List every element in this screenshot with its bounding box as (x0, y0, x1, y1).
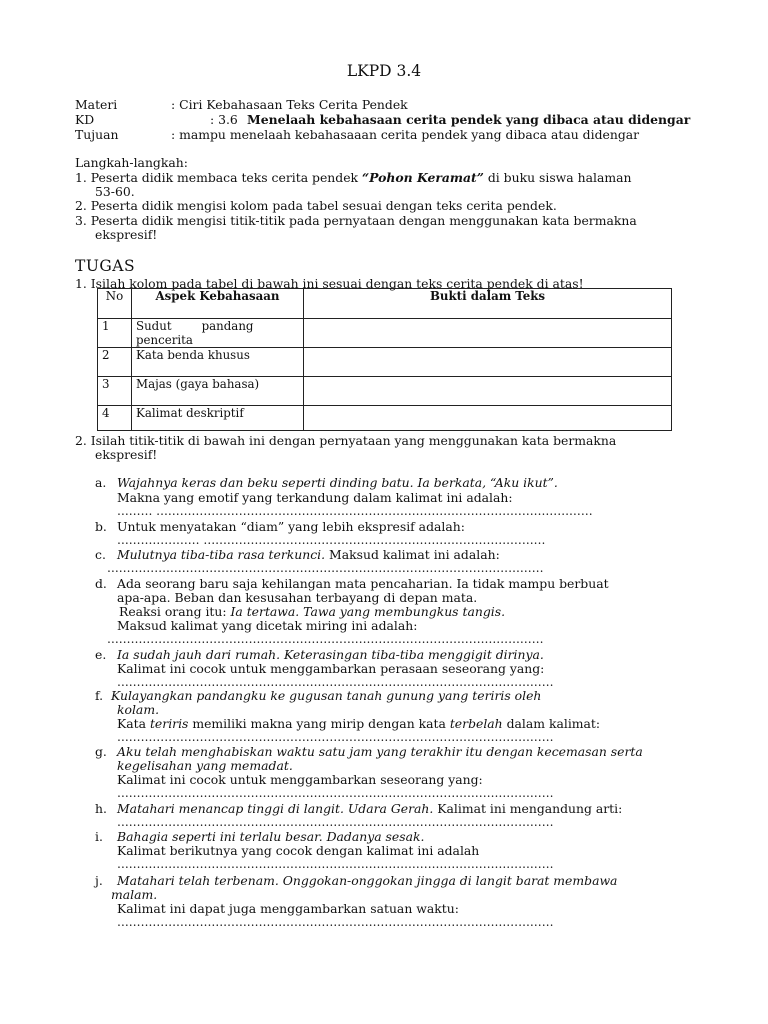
item-b-answer[interactable]: ………………… …………………………………………………………………………… (117, 533, 546, 547)
item-f-line3 (117, 716, 600, 731)
item-e-answer[interactable]: ………………………………………………………………………………………………… (117, 675, 554, 689)
item-a-answer[interactable]: ……… ………………………………………………………………………………………………… (117, 504, 593, 518)
item-f-answer[interactable]: ………………………………………………………………………………………………… (117, 730, 554, 744)
step-2: 2. Peserta didik mengisi kolom pada tabel sesuai dengan teks cerita pendek. (75, 198, 557, 213)
item-e-label: e. (95, 647, 107, 662)
item-f-line3-mid: memiliki makna yang mirip dengan kata (188, 716, 450, 731)
item-d-answer[interactable]: ………………………………………………………………………………………………… (107, 632, 544, 646)
aspek-table (97, 288, 672, 431)
table-row (98, 406, 672, 431)
step-1-cont: 53-60. (95, 184, 135, 199)
tugas-heading: TUGAS (75, 257, 136, 275)
item-c-post: Maksud kalimat ini adalah: (325, 547, 500, 562)
item-j-answer[interactable]: ………………………………………………………………………………………………… (117, 915, 554, 929)
item-j-line3: Kalimat ini dapat juga menggambarkan satuan waktu: (117, 901, 459, 916)
item-a-line2: Makna yang emotif yang terkandung dalam kalimat ini adalah: (117, 490, 513, 505)
item-i-answer[interactable]: ………………………………………………………………………………………………… (117, 857, 554, 871)
item-h-post: Kalimat ini mengandung arti: (433, 801, 623, 816)
table-row (98, 348, 672, 377)
row-aspek: Kalimat deskriptif (132, 406, 304, 431)
item-f-line3-em1: teriris (149, 716, 189, 731)
item-g-quote2: kegelisahan yang memadat. (117, 758, 293, 773)
item-f-quote2: kolam. (117, 702, 160, 717)
step-3: 3. Peserta didik mengisi titik-titik pada pernyataan dengan menggunakan kata bermakna (75, 213, 637, 228)
item-d-line3 (119, 604, 505, 619)
item-i-line2: Kalimat berikutnya yang cocok dengan kalimat ini adalah (117, 843, 480, 858)
item-f-quote: Kulayangkan pandangku ke gugusan tanah gunung yang teriris oleh (111, 688, 542, 703)
item-a-label: a. (95, 475, 107, 490)
item-b-text: Untuk menyatakan “diam” yang lebih ekspresif adalah: (117, 519, 465, 534)
row-bukti[interactable] (304, 319, 672, 348)
row-aspek: Sudut pandang pencerita (132, 319, 304, 348)
question-1: 1. Isilah kolom pada tabel di bawah ini sesuai dengan teks cerita pendek di atas! (75, 276, 584, 291)
item-f-line3-post: dalam kalimat: (502, 716, 601, 731)
question-2-cont: ekspresif! (95, 447, 158, 462)
col-bukti-header: Bukti dalam Teks (304, 289, 672, 319)
kd-label: KD (75, 112, 95, 127)
materi-value: : Ciri Kebahasaan Teks Cerita Pendek (171, 97, 408, 112)
item-d-line2: apa-apa. Beban dan kesusahan terbayang di depan mata. (117, 590, 478, 605)
item-h-label: h. (95, 801, 107, 816)
table-row (98, 319, 672, 348)
tujuan-value: : mampu menelaah kebahasaaan cerita pendek yang dibaca atau didengar (171, 127, 640, 142)
item-j-label: j. (95, 873, 103, 888)
table-header-row (98, 289, 672, 319)
row-bukti[interactable] (304, 406, 672, 431)
step-1-title: “Pohon Keramat” (361, 170, 484, 185)
row-no: 3 (98, 377, 132, 406)
table-row (98, 377, 672, 406)
tujuan-label: Tujuan (75, 127, 119, 142)
item-e-quote: Ia sudah jauh dari rumah. Keterasingan tiba-tiba menggigit dirinya. (117, 647, 544, 662)
col-no-header: No (98, 289, 132, 319)
step-1 (75, 170, 631, 185)
item-c-quote: Mulutnya tiba-tiba rasa terkunci. (117, 547, 326, 562)
materi-label: Materi (75, 97, 118, 112)
page-title: LKPD 3.4 (346, 62, 422, 80)
kd-prefix: : 3.6 (210, 112, 238, 127)
item-i-quote: Bahagia seperti ini terlalu besar. Dadanya sesak. (117, 829, 425, 844)
item-j-quote2: malam. (111, 887, 158, 902)
item-e-line2: Kalimat ini cocok untuk menggambarkan perasaan seseorang yang: (117, 661, 545, 676)
item-g-label: g. (95, 744, 107, 759)
item-f-line3-em2: terbelah (449, 716, 503, 731)
row-no: 1 (98, 319, 132, 348)
kd-value: Menelaah kebahasaan cerita pendek yang dibaca atau didengar (247, 112, 691, 127)
item-c-label: c. (95, 547, 106, 562)
item-c-text (117, 547, 500, 562)
item-d-line4: Maksud kalimat yang dicetak miring ini adalah: (117, 618, 418, 633)
row-no: 4 (98, 406, 132, 431)
col-aspek-header: Aspek Kebahasaan (132, 289, 304, 319)
item-h-quote: Matahari menancap tinggi di langit. Udara Gerah. (117, 801, 434, 816)
step-1-pre: 1. Peserta didik membaca teks cerita pendek (75, 170, 362, 185)
row-no: 2 (98, 348, 132, 377)
item-j-quote: Matahari telah terbenam. Onggokan-onggokan jingga di langit barat membawa (117, 873, 618, 888)
item-g-quote: Aku telah menghabiskan waktu satu jam yang terakhir itu dengan kecemasan serta (117, 744, 643, 759)
step-3-cont: ekspresif! (95, 227, 158, 242)
item-a-quote: Wajahnya keras dan beku seperti dinding batu. Ia berkata, “Aku ikut”. (117, 475, 558, 490)
question-2: 2. Isilah titik-titik di bawah ini dengan pernyataan yang menggunakan kata bermakna (75, 433, 617, 448)
row-bukti[interactable] (304, 377, 672, 406)
item-d-label: d. (95, 576, 107, 591)
item-g-line3: Kalimat ini cocok untuk menggambarkan seseorang yang: (117, 772, 483, 787)
item-d-line3-quote: Ia tertawa. Tawa yang membungkus tangis. (230, 604, 506, 619)
item-g-answer[interactable]: ………………………………………………………………………………………………… (117, 786, 554, 800)
step-1-post: di buku siswa halaman (483, 170, 632, 185)
item-d-line3-pre: Reaksi orang itu: (119, 604, 231, 619)
item-c-answer[interactable]: ………………………………………………………………………………………………… (107, 561, 544, 575)
item-i-label: i. (95, 829, 103, 844)
item-d-line1: Ada seorang baru saja kehilangan mata pencaharian. Ia tidak mampu berbuat (117, 576, 609, 591)
item-f-line3-pre: Kata (117, 716, 150, 731)
item-h-text (117, 801, 622, 816)
steps-heading: Langkah-langkah: (75, 155, 188, 170)
item-b-label: b. (95, 519, 107, 534)
row-aspek: Kata benda khusus (132, 348, 304, 377)
row-bukti[interactable] (304, 348, 672, 377)
item-f-label: f. (95, 688, 104, 703)
row-aspek: Majas (gaya bahasa) (132, 377, 304, 406)
item-h-answer[interactable]: ………………………………………………………………………………………………… (117, 815, 554, 829)
